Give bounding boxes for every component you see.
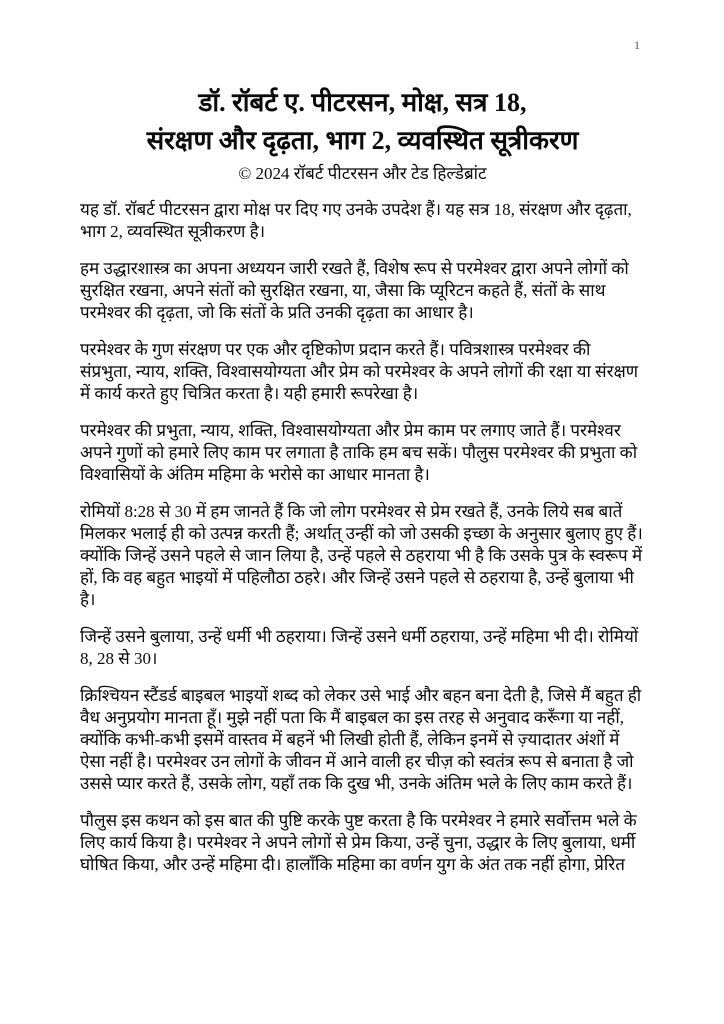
- paragraph: रोमियों 8:28 से 30 में हम जानते हैं कि जो लोग परमेश्वर से प्रेम रखते हैं, उनके लिये सब बातें मिलकर भलाई ही को उत्पन्न करती हैं; अर्थात् उन्हीं को जो उसकी इच्छा के अनुसार बुलाए हुए हैं। क्योंकि जिन्हें उसने पहले से जान लिया है, उन्हें पहले से ठहराया भी है कि उसके पुत्र के स्वरूप में हों, कि वह बहुत भाइयों में पहिलौठा ठहरे। और जिन्हें उसने पहले से ठहराया है, उन्हें बुलाया भी है।: [80, 502, 643, 609]
- document-title: [80, 84, 645, 160]
- page-content: [0, 84, 724, 876]
- paragraph: पौलुस इस कथन को इस बात की पुष्टि करके पुष्ट करता है कि परमेश्वर ने हमारे सर्वोत्तम भले के लिए कार्य किया है। परमेश्वर ने अपने लोगों से प्रेम किया, उन्हें चुना, उद्धार के लिए बुलाया, धर्मी घोषित किया, और उन्हें महिमा दी। हालाँकि महिमा का वर्णन युग के अंत तक नहीं होगा, प्रेरित: [80, 811, 637, 874]
- paragraph: हम उद्धारशास्त्र का अपना अध्ययन जारी रखते हैं, विशेष रूप से परमेश्वर द्वारा अपने लोगों को सुरक्षित रखना, अपने संतों को सुरक्षित रखना, या, जैसा कि प्यूरिटन कहते हैं, संतों के साथ परमेश्वर की दृढ़ता, जो कि संतों के प्रति उनकी दृढ़ता का आधार है।: [80, 259, 629, 322]
- body-paragraphs: [80, 199, 645, 876]
- document-title-line1: डॉ. रॉबर्ट ए. पीटरसन, मोक्ष, सत्र 18,: [198, 88, 527, 117]
- copyright-line: © 2024 रॉबर्ट पीटरसन और टेड हिल्डेब्रांट: [238, 164, 487, 183]
- document-title-line2: संरक्षण और दृढ़ता, भाग 2, व्यवस्थित सूत्रीकरण: [146, 126, 579, 155]
- paragraph: जिन्हें उसने बुलाया, उन्हें धर्मी भी ठहराया। जिन्हें उसने धर्मी ठहराया, उन्हें महिमा भी दी। रोमियों 8, 28 से 30।: [80, 627, 639, 668]
- paragraph: यह डॉ. रॉबर्ट पीटरसन द्वारा मोक्ष पर दिए गए उनके उपदेश हैं। यह सत्र 18, संरक्षण और दृढ़ता, भाग 2, व्यवस्थित सूत्रीकरण है।: [80, 200, 632, 241]
- paragraph: परमेश्वर के गुण संरक्षण पर एक और दृष्टिकोण प्रदान करते हैं। पवित्रशास्त्र परमेश्वर की संप्रभुता, न्याय, शक्ति, विश्वासयोग्यता और प्रेम को परमेश्वर के अपने लोगों की रक्षा या संरक्षण में कार्य करते हुए चित्रित करता है। यही हमारी रूपरेखा है।: [80, 340, 639, 403]
- paragraph: परमेश्वर की प्रभुता, न्याय, शक्ति, विश्वासयोग्यता और प्रेम काम पर लगाए जाते हैं। परमेश्वर अपने गुणों को हमारे लिए काम पर लगाता है ताकि हम बच सकें। पौलुस परमेश्वर की प्रभुता को विश्वासियों के अंतिम महिमा के भरोसे का आधार मानता है।: [80, 421, 638, 484]
- paragraph: क्रिश्चियन स्टैंडर्ड बाइबल भाइयों शब्द को लेकर उसे भाई और बहन बना देती है, जिसे मैं बहुत ही वैध अनुप्रयोग मानता हूँ। मुझे नहीं पता कि मैं बाइबल का इस तरह से अनुवाद करूँगा या नहीं, क्योंकि कभी-कभी इसमें वास्तव में बहनें भी लिखी होती हैं, लेकिन इनमें से ज़्यादातर अंशों में ऐसा नहीं है। परमेश्वर उन लोगों के जीवन में आने वाली हर चीज़ को स्वतंत्र रूप से बनाता है जो उससे प्यार करते हैं, उसके लोग, यहाँ तक कि दुख भी, उनके अंतिम भले के लिए काम करते हैं।: [80, 686, 642, 793]
- page-number: 1: [634, 38, 640, 52]
